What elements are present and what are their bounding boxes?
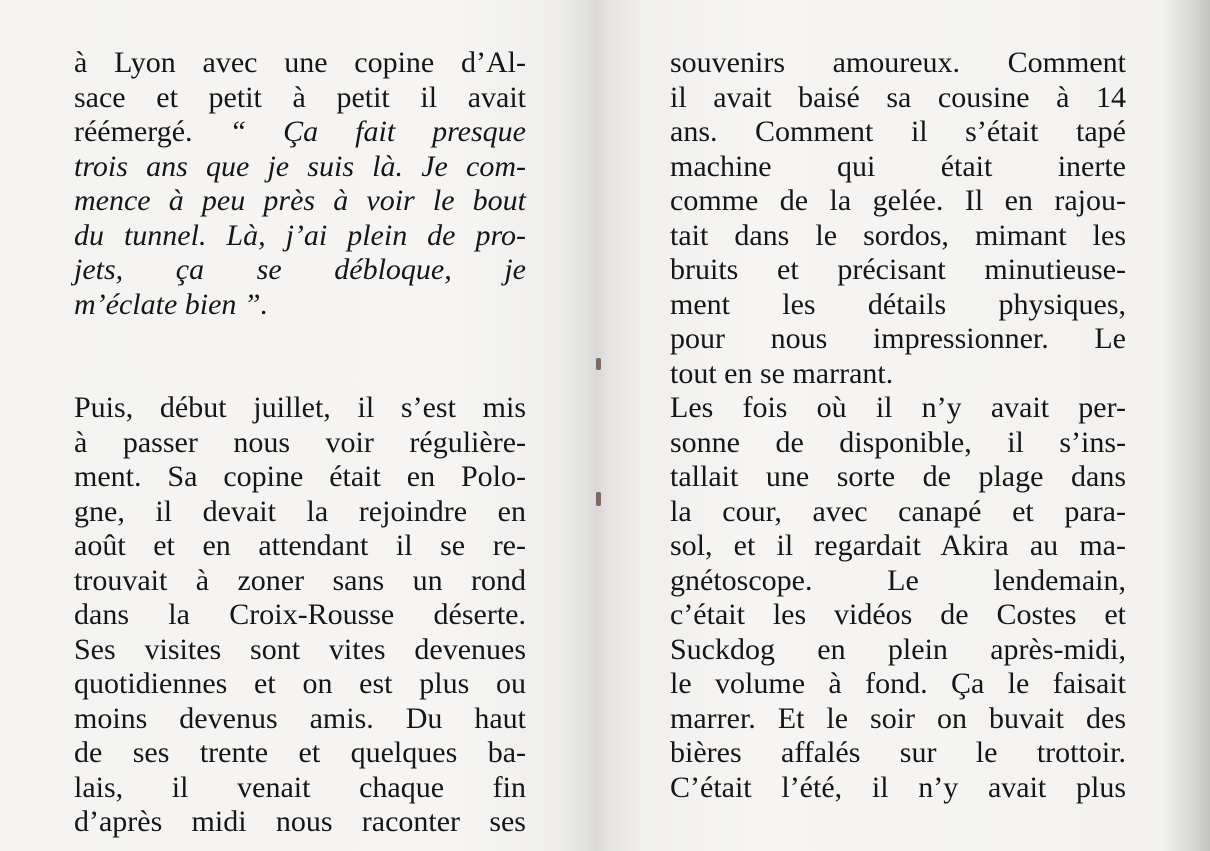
right-page-line: il avait baisé sa cousine à 14 — [670, 80, 1126, 114]
binding-thread-mark — [596, 492, 601, 506]
paragraph-break — [74, 322, 526, 391]
left-page-line: d’après midi nous raconter ses — [74, 805, 526, 838]
left-page-line: à Lyon avec une copine d’Al- — [74, 46, 526, 79]
upright-text: réémergé. — [74, 115, 230, 148]
right-page-line: C’était l’été, il n’y avait plus — [670, 770, 1126, 804]
right-page-line: tout en se marrant. — [670, 356, 894, 390]
left-page-line: quotidiennes et on est plus ou — [74, 667, 526, 700]
right-page — [600, 0, 1210, 851]
right-page-line: souvenirs amoureux. Comment — [670, 46, 1126, 79]
left-page-text — [74, 46, 526, 840]
right-page-line: gnétoscope. Le lendemain, — [670, 563, 1126, 597]
right-page-line: pour nous impressionner. Le — [670, 322, 1126, 355]
left-page-line: gne, il devait la rejoindre en — [74, 494, 526, 528]
left-page-line: ment. Sa copine était en Polo- — [74, 460, 526, 493]
right-page-line: le volume à fond. Ça le faisait — [670, 667, 1126, 700]
right-page-line: bruits et précisant minutieuse- — [670, 253, 1126, 286]
right-page-line: Les fois où il n’y avait per- — [670, 391, 1126, 424]
left-page-line: du tunnel. Là, j’ai plein de pro- — [74, 218, 526, 252]
right-page-line: ment les détails physiques, — [670, 287, 1126, 321]
right-page-line: bières affalés sur le trottoir. — [670, 736, 1126, 769]
right-page-line: sol, et il regardait Akira au ma- — [670, 529, 1126, 562]
left-page-line: à passer nous voir régulière- — [74, 425, 526, 459]
left-page-line: août et en attendant il se re- — [74, 529, 526, 562]
left-page-line: m’éclate bien ”. — [74, 287, 269, 321]
quoted-italic-text: “ Ça fait presque — [229, 115, 526, 148]
left-page-line: lais, il venait chaque fin — [74, 770, 526, 804]
left-page-line: de ses trente et quelques ba- — [74, 736, 526, 769]
left-page-line: dans la Croix-Rousse déserte. — [74, 598, 526, 631]
right-page-line: Suckdog en plein après-midi, — [670, 632, 1126, 666]
left-page-line: mence à peu près à voir le bout — [74, 184, 526, 217]
left-page — [0, 0, 600, 851]
left-page-line: sace et petit à petit il avait — [74, 80, 526, 114]
right-page-line: tait dans le sordos, mimant les — [670, 218, 1126, 252]
binding-thread-mark — [596, 358, 601, 370]
right-page-line: machine qui était inerte — [670, 149, 1126, 183]
left-page-line: trois ans que je suis là. Je com- — [74, 149, 526, 183]
right-page-text — [670, 46, 1126, 805]
left-page-line: trouvait à zoner sans un rond — [74, 563, 526, 597]
left-page-line: Puis, début juillet, il s’est mis — [74, 391, 526, 424]
left-page-line: jets, ça se débloque, je — [74, 253, 526, 286]
right-page-line: comme de la gelée. Il en rajou- — [670, 184, 1126, 217]
right-page-line: la cour, avec canapé et para- — [670, 494, 1126, 528]
right-page-line: c’était les vidéos de Costes et — [670, 598, 1126, 631]
left-page-line: Ses visites sont vites devenues — [74, 632, 526, 666]
left-page-line — [74, 115, 526, 150]
right-page-line: ans. Comment il s’était tapé — [670, 115, 1126, 148]
right-page-line: sonne de disponible, il s’ins- — [670, 425, 1126, 459]
right-page-line: tallait une sorte de plage dans — [670, 460, 1126, 493]
right-page-line: marrer. Et le soir on buvait des — [670, 701, 1126, 735]
left-page-line: moins devenus amis. Du haut — [74, 701, 526, 735]
